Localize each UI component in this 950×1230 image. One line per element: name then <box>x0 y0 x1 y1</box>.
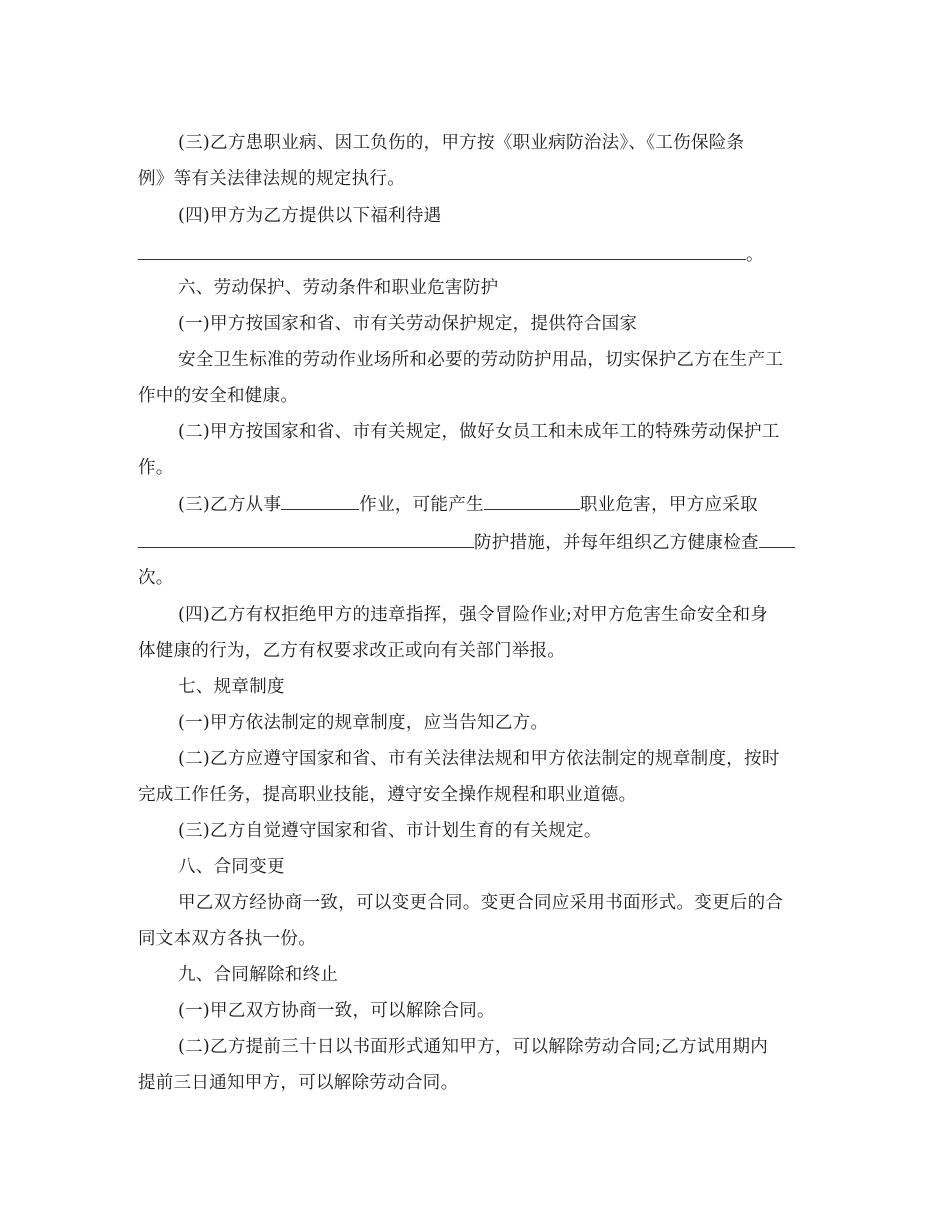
paragraph-line: 作。 <box>138 458 174 478</box>
paragraph-line <box>138 243 814 266</box>
section-heading: 六、劳动保护、劳动条件和职业危害防护 <box>178 278 499 298</box>
paragraph-line: (四)甲方为乙方提供以下福利待遇 <box>178 206 442 226</box>
paragraph-line: (四)乙方有权拒绝甲方的违章指挥，强令冒险作业;对甲方危害生命安全和身 <box>178 605 769 625</box>
fill-in-blank <box>138 243 746 260</box>
paragraph-line: 安全卫生标准的劳动作业场所和必要的劳动防护用品，切实保护乙方在生产工 <box>178 350 784 370</box>
fill-in-blank <box>484 493 580 510</box>
paragraph-line: 同文本双方各执一份。 <box>138 929 316 949</box>
line-text: 职业危害，甲方应采取 <box>579 495 758 515</box>
paragraph-line <box>138 531 814 554</box>
section-heading: 七、规章制度 <box>178 677 285 697</box>
paragraph-line: 作中的安全和健康。 <box>138 386 299 406</box>
paragraph-line: (二)乙方应遵守国家和省、市有关法律法规和甲方依法制定的规章制度，按时 <box>178 749 780 769</box>
paragraph-line: 体健康的行为，乙方有权要求改正或向有关部门举报。 <box>138 641 566 661</box>
paragraph-line: 完成工作任务，提高职业技能，遵守安全操作规程和职业道德。 <box>138 785 637 805</box>
paragraph-line <box>178 493 814 516</box>
paragraph-line: 甲乙双方经协商一致，可以变更合同。变更合同应采用书面形式。变更后的合 <box>178 893 784 913</box>
section-heading: 八、合同变更 <box>178 857 285 877</box>
paragraph-line: (二)乙方提前三十日以书面形式通知甲方，可以解除劳动合同;乙方试用期内 <box>178 1037 769 1057</box>
paragraph-line: (三)乙方自觉遵守国家和省、市计划生育的有关规定。 <box>178 821 602 841</box>
line-text: 防护措施，并每年组织乙方健康检查 <box>474 533 759 553</box>
paragraph-line: (一)甲方按国家和省、市有关劳动保护规定，提供符合国家 <box>178 314 638 334</box>
fill-in-blank <box>138 531 474 548</box>
paragraph-line: 次。 <box>138 568 174 588</box>
fill-in-blank <box>759 531 795 548</box>
paragraph-line: 提前三日通知甲方，可以解除劳动合同。 <box>138 1073 459 1093</box>
section-heading: 九、合同解除和终止 <box>178 965 339 985</box>
fill-in-blank <box>281 493 359 510</box>
line-text: 作业，可能产生 <box>359 495 484 515</box>
paragraph-line: (二)甲方按国家和省、市有关规定，做好女员工和未成年工的特殊劳动保护工 <box>178 422 780 442</box>
line-text: (三)乙方从事 <box>178 495 282 515</box>
paragraph-line: 例》等有关法律法规的规定执行。 <box>138 169 405 189</box>
line-text: 。 <box>746 245 764 265</box>
paragraph-line: (一)甲方依法制定的规章制度，应当告知乙方。 <box>178 713 549 733</box>
paragraph-line: (一)甲乙双方协商一致，可以解除合同。 <box>178 1001 495 1021</box>
paragraph-line: (三)乙方患职业病、因工负伤的，甲方按《职业病防治法》、《工伤保险条 <box>178 133 745 153</box>
